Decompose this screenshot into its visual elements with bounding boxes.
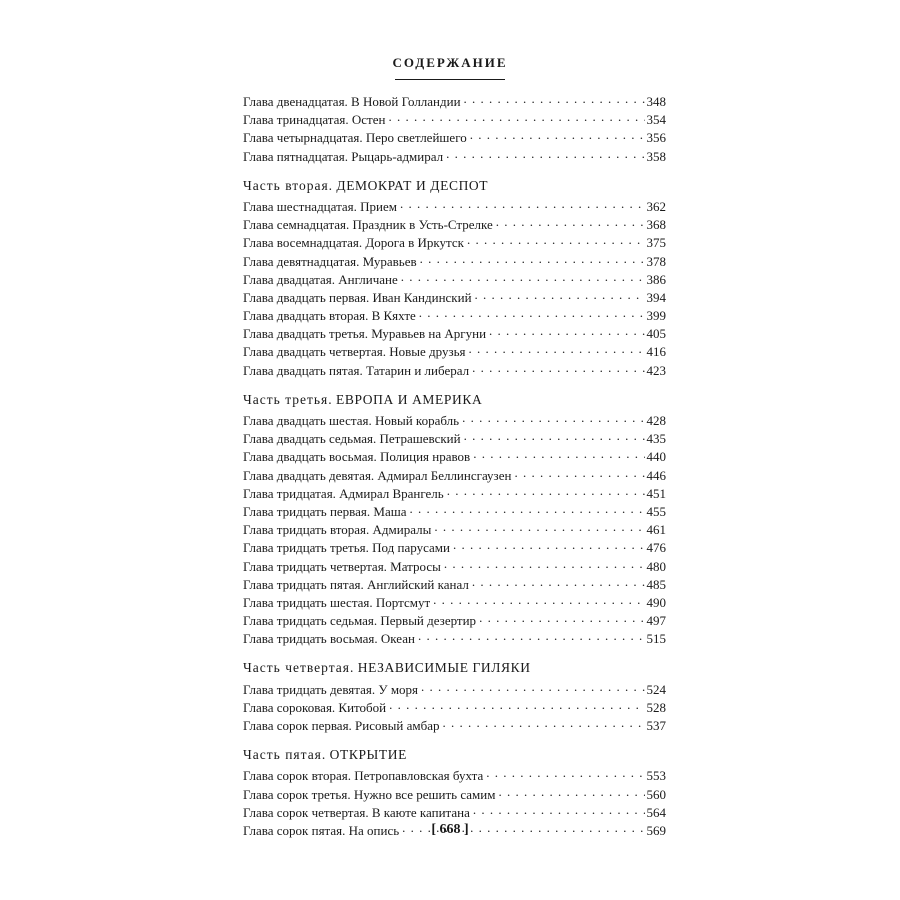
entry-page-number: 490 — [646, 594, 666, 610]
entry-title: Глава двадцатая. Англичане — [243, 271, 398, 287]
toc-section — [243, 177, 666, 379]
page-header — [0, 54, 900, 80]
toc-entry[interactable] — [243, 324, 666, 342]
dot-leader — [470, 128, 645, 142]
dot-leader — [489, 324, 644, 338]
entry-page-number: 476 — [646, 540, 666, 556]
toc-entry[interactable] — [243, 306, 666, 324]
toc-entry[interactable] — [243, 593, 666, 611]
dot-leader — [453, 538, 645, 552]
toc-entry[interactable] — [243, 252, 666, 270]
entry-page-number: 435 — [646, 431, 666, 447]
part-title: ДЕМОКРАТ И ДЕСПОТ — [336, 177, 489, 193]
dot-leader — [486, 766, 644, 780]
dot-leader — [473, 447, 644, 461]
part-title: ОТКРЫТИЕ — [329, 747, 407, 763]
dot-leader — [421, 680, 644, 694]
entry-page-number: 362 — [646, 198, 666, 214]
entry-page-number: 528 — [646, 699, 666, 715]
dot-leader — [514, 466, 644, 480]
entry-title: Глава тридцать первая. Маша — [243, 503, 407, 519]
entry-title: Глава тринадцатая. Остен — [243, 112, 386, 128]
entry-title: Глава двадцать четвертая. Новые друзья — [243, 344, 466, 360]
entry-page-number: 428 — [646, 413, 666, 429]
entry-title: Глава четырнадцатая. Перо светлейшего — [243, 130, 467, 146]
entry-title: Глава тридцать восьмая. Океан — [243, 631, 415, 647]
entry-title: Глава тридцать третья. Под парусами — [243, 540, 450, 556]
entry-page-number: 485 — [646, 576, 666, 592]
dot-leader — [472, 575, 645, 589]
entry-page-number: 564 — [646, 804, 666, 820]
entry-page-number: 446 — [646, 467, 666, 483]
entry-title: Глава сороковая. Китобой — [243, 699, 387, 715]
dot-leader — [467, 233, 645, 247]
dot-leader — [473, 803, 645, 817]
entry-title: Глава тридцать пятая. Английский канал — [243, 576, 469, 592]
part-heading — [243, 659, 666, 677]
entry-title: Глава двадцать восьмая. Полиция нравов — [243, 449, 471, 465]
part-label: Часть четвертая. — [243, 660, 355, 676]
entry-title: Глава семнадцатая. Праздник в Усть-Стрелке — [243, 217, 493, 233]
toc-entry[interactable] — [243, 698, 666, 716]
entry-page-number: 455 — [646, 503, 666, 519]
entry-page-number: 461 — [646, 522, 666, 538]
entry-title: Глава тридцать четвертая. Матросы — [243, 558, 441, 574]
part-title: ЕВРОПА И АМЕРИКА — [336, 391, 483, 407]
entry-page-number: 480 — [646, 558, 666, 574]
entry-title: Глава тридцать девятая. У моря — [243, 681, 419, 697]
dot-leader — [434, 520, 644, 534]
toc-entry[interactable] — [243, 680, 666, 698]
entry-title: Глава двадцать вторая. В Кяхте — [243, 308, 416, 324]
entry-title: Глава восемнадцатая. Дорога в Иркутск — [243, 235, 464, 251]
toc-entry[interactable] — [243, 233, 666, 251]
dot-leader — [496, 215, 645, 229]
entry-page-number: 537 — [646, 718, 666, 734]
dot-leader — [389, 698, 644, 712]
entry-page-number: 354 — [646, 112, 666, 128]
entry-page-number: 553 — [646, 768, 666, 784]
entry-page-number: 451 — [646, 485, 666, 501]
toc-entry[interactable] — [243, 502, 666, 520]
toc-entry[interactable] — [243, 128, 666, 146]
toc-entry[interactable] — [243, 538, 666, 556]
entry-title: Глава сорок третья. Нужно все решить самим — [243, 786, 496, 802]
toc-entry[interactable] — [243, 411, 666, 429]
entry-page-number: 569 — [646, 823, 666, 838]
dot-leader — [388, 110, 644, 124]
toc-entry[interactable] — [243, 447, 666, 465]
toc-entry[interactable] — [243, 611, 666, 629]
toc-entry[interactable] — [243, 785, 666, 803]
dot-leader — [462, 411, 644, 425]
dot-leader — [498, 785, 644, 799]
toc-entry[interactable] — [243, 270, 666, 288]
page-title: СОДЕРЖАНИЕ — [392, 55, 508, 70]
entry-page-number: 368 — [646, 217, 666, 233]
page-number: [ 668 ] — [431, 822, 469, 837]
dot-leader — [410, 502, 645, 516]
part-label: Часть вторая. — [243, 177, 334, 193]
dot-leader — [475, 288, 645, 302]
toc-entry[interactable] — [243, 466, 666, 484]
entry-page-number: 358 — [646, 148, 666, 164]
part-label: Часть пятая. — [243, 747, 327, 763]
entry-title: Глава двадцать седьмая. Петрашевский — [243, 431, 461, 447]
dot-leader — [446, 147, 644, 161]
toc-section — [243, 92, 666, 165]
entry-page-number: 560 — [646, 786, 666, 802]
entry-title: Глава двенадцатая. В Новой Голландии — [243, 94, 461, 109]
entry-title: Глава тридцать шестая. Портсмут — [243, 594, 431, 610]
entry-title: Глава шестнадцатая. Прием — [243, 198, 398, 214]
dot-leader — [401, 270, 645, 284]
table-of-contents — [243, 92, 666, 839]
dot-leader — [469, 342, 645, 356]
entry-page-number: 348 — [646, 94, 666, 109]
entry-page-number: 440 — [646, 449, 666, 465]
entry-page-number: 524 — [646, 681, 666, 697]
entry-title: Глава сорок вторая. Петропавловская бухта — [243, 768, 484, 784]
entry-title: Глава тридцать седьмая. Первый дезертир — [243, 613, 477, 629]
entry-page-number: 386 — [646, 271, 666, 287]
dot-leader — [444, 557, 645, 571]
entry-page-number: 399 — [646, 308, 666, 324]
toc-entry[interactable] — [243, 288, 666, 306]
toc-entry[interactable] — [243, 575, 666, 593]
part-heading — [243, 746, 666, 764]
toc-entry[interactable] — [243, 197, 666, 215]
entry-title: Глава двадцать первая. Иван Кандинский — [243, 289, 472, 305]
entry-title: Глава двадцать девятая. Адмирал Беллинсгаузен — [243, 467, 512, 483]
toc-entry[interactable] — [243, 92, 666, 110]
dot-leader — [420, 252, 645, 266]
toc-entry[interactable] — [243, 629, 666, 647]
toc-entry[interactable] — [243, 110, 666, 128]
toc-section — [243, 391, 666, 648]
dot-leader — [464, 92, 645, 106]
toc-entry[interactable] — [243, 766, 666, 784]
dot-leader — [400, 197, 644, 211]
toc-entry[interactable] — [243, 342, 666, 360]
dot-leader — [479, 611, 644, 625]
part-heading — [243, 391, 666, 409]
toc-entry[interactable] — [243, 361, 666, 379]
toc-entry[interactable] — [243, 484, 666, 502]
entry-title: Глава двадцать третья. Муравьев на Аргуни — [243, 326, 487, 342]
toc-entry[interactable] — [243, 147, 666, 165]
entry-title: Глава сорок первая. Рисовый амбар — [243, 718, 440, 734]
toc-entry[interactable] — [243, 520, 666, 538]
entry-title: Глава сорок четвертая. В каюте капитана — [243, 804, 470, 820]
dot-leader — [418, 629, 645, 643]
toc-section — [243, 659, 666, 734]
dot-leader — [419, 306, 645, 320]
entry-title: Глава девятнадцатая. Муравьев — [243, 253, 417, 269]
toc-entry[interactable] — [243, 716, 666, 734]
entry-page-number: 405 — [646, 326, 666, 342]
entry-page-number: 356 — [646, 130, 666, 146]
dot-leader — [447, 484, 645, 498]
entry-page-number: 515 — [646, 631, 666, 647]
entry-title: Глава двадцать шестая. Новый корабль — [243, 413, 460, 429]
entry-title: Глава двадцать пятая. Татарин и либерал — [243, 362, 470, 378]
entry-title: Глава пятнадцатая. Рыцарь-адмирал — [243, 148, 444, 164]
dot-leader — [442, 716, 644, 730]
entry-title: Глава сорок пятая. На опись — [243, 823, 400, 838]
entry-page-number: 394 — [646, 289, 666, 305]
entry-page-number: 416 — [646, 344, 666, 360]
part-heading — [243, 177, 666, 195]
entry-page-number: 423 — [646, 362, 666, 378]
dot-leader — [464, 429, 645, 443]
entry-page-number: 378 — [646, 253, 666, 269]
dot-leader — [472, 361, 644, 375]
header-rule — [395, 79, 505, 80]
part-title: НЕЗАВИСИМЫЕ ГИЛЯКИ — [357, 660, 531, 676]
part-label: Часть третья. — [243, 391, 333, 407]
toc-entry[interactable] — [243, 215, 666, 233]
entry-page-number: 375 — [646, 235, 666, 251]
entry-page-number: 497 — [646, 613, 666, 629]
toc-entry[interactable] — [243, 557, 666, 575]
entry-title: Глава тридцатая. Адмирал Врангель — [243, 485, 444, 501]
entry-title: Глава тридцать вторая. Адмиралы — [243, 522, 432, 538]
dot-leader — [433, 593, 644, 607]
toc-entry[interactable] — [243, 429, 666, 447]
toc-entry[interactable] — [243, 803, 666, 821]
